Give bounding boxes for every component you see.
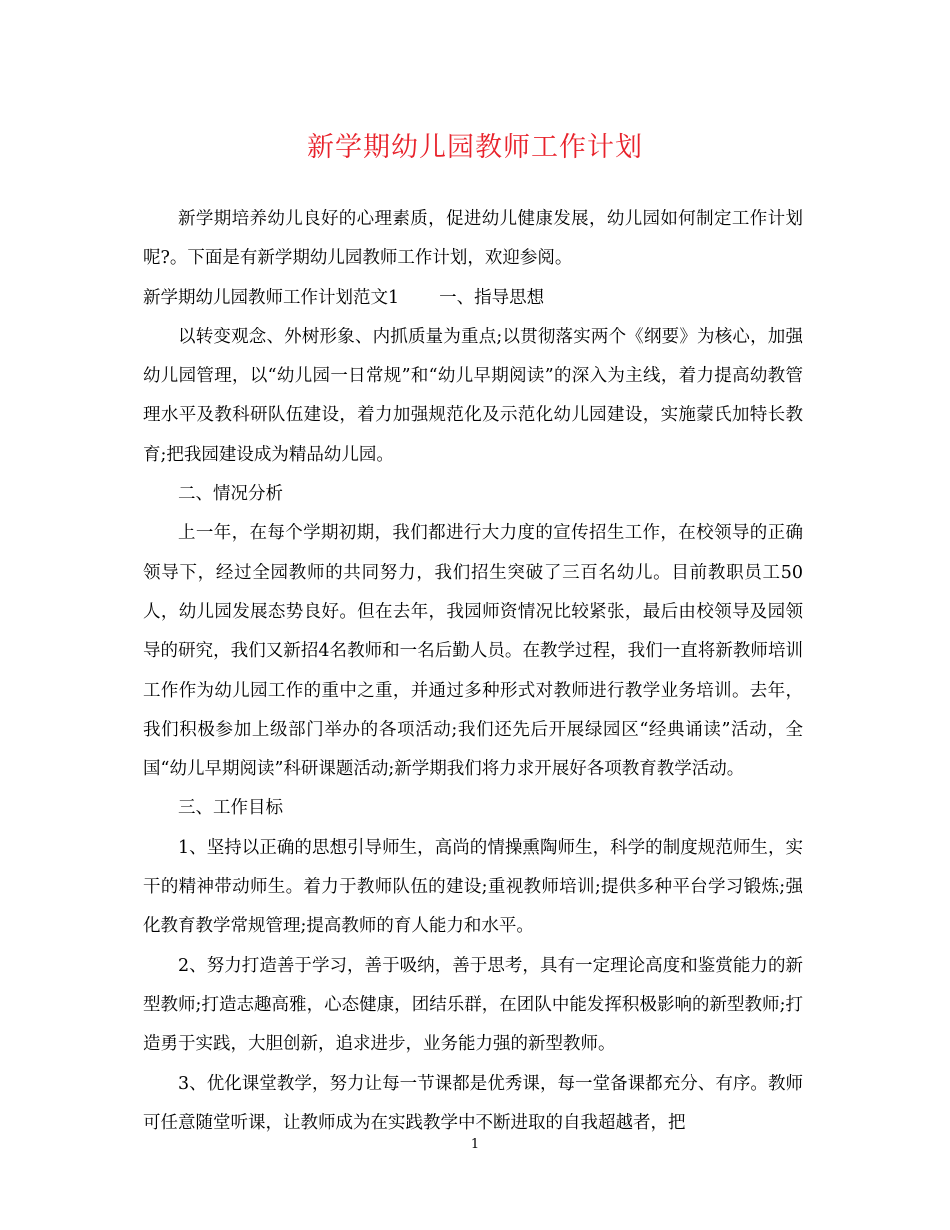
document-body [143, 200, 803, 1143]
section-heading-situation-analysis: 二、情况分析 [178, 484, 283, 505]
guiding-thought-paragraph: 以转变观念、外树形象、内抓质量为重点;以贯彻落实两个《纲要》为核心，加强幼儿园管理，以“幼儿园一日常规”和“幼儿早期阅读”的深入为主线，着力提高幼教管理水平及教科研队伍建设，着力加强规范化及示范化幼儿园建设，实施蒙氏加特长教育;把我园建设成为精品幼儿园。 [143, 326, 803, 465]
document-title: 新学期幼儿园教师工作计划 [307, 132, 643, 163]
goal-paragraph-1: 1、坚持以正确的思想引导师生，高尚的情操熏陶师生，科学的制度规范师生，实干的精神带动师生。着力于教师队伍的建设;重视教师培训;提供多种平台学习锻炼;强化教育教学常规管理;提高教师的育人能力和水平。 [143, 837, 803, 937]
intro-paragraph: 新学期培养幼儿良好的心理素质，促进幼儿健康发展，幼儿园如何制定工作计划呢?。下面是有新学期幼儿园教师工作计划，欢迎参阅。 [143, 209, 803, 269]
page-number: 1 [470, 1137, 480, 1152]
sample-heading-line [143, 279, 803, 318]
situation-analysis-paragraph: 上一年，在每个学期初期，我们都进行大力度的宣传招生工作，在校领导的正确领导下，经过全园教师的共同努力，我们招生突破了三百名幼儿。目前教职员工50人，幼儿园发展态势良好。但在去年，我园师资情况比较紧张，最后由校领导及园领导的研究，我们又新招4名教师和一名后勤人员。在教学过程，我们一直将新教师培训工作作为幼儿园工作的重中之重，并通过多种形式对教师进行教学业务培训。去年，我们积极参加上级部门举办的各项活动;我们还先后开展绿园区“经典诵读”活动，全国“幼儿早期阅读”科研课题活动;新学期我们将力求开展好各项教育教学活动。 [143, 523, 803, 780]
goal-paragraph-2: 2、努力打造善于学习，善于吸纳，善于思考，具有一定理论高度和鉴赏能力的新型教师;打造志趣高雅，心态健康，团结乐群，在团队中能发挥积极影响的新型教师;打造勇于实践，大胆创新，追求进步，业务能力强的新型教师。 [143, 955, 803, 1055]
goal-paragraph-3: 3、优化课堂教学，努力让每一节课都是优秀课，每一堂备课都充分、有序。教师可任意随堂听课，让教师成为在实践教学中不断进取的自我超越者，把 [143, 1073, 803, 1133]
section-heading-work-goals: 三、工作目标 [178, 798, 283, 819]
sample-heading: 新学期幼儿园教师工作计划范文1 [143, 287, 400, 308]
section-heading-guiding-thought: 一、指导思想 [439, 287, 545, 308]
